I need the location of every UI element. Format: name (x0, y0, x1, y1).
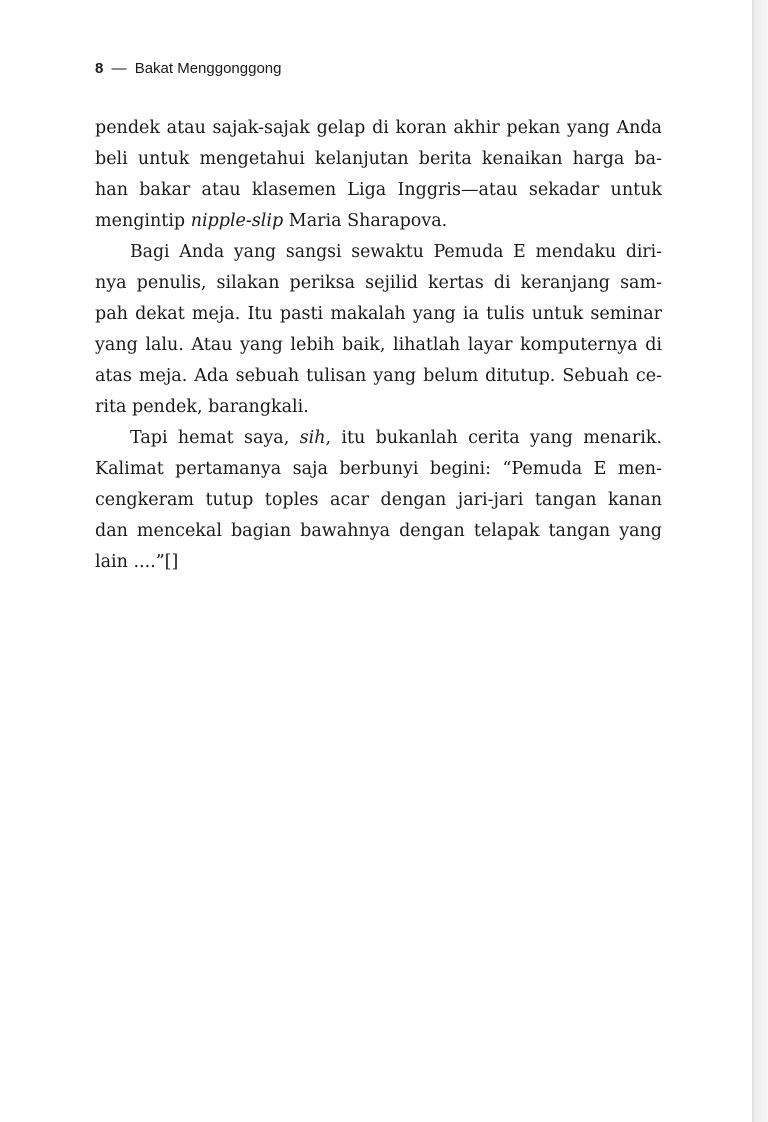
text-line: Kalimat pertamanya saja berbunyi begini: “Pemuda E men- (95, 459, 662, 479)
text-line: pah dekat meja. Itu pasti makalah yang ia tulis untuk seminar (95, 304, 662, 324)
running-title: Bakat Menggonggong (134, 60, 282, 77)
page-edge-shadow (752, 0, 768, 1122)
paragraph-1 (95, 113, 662, 237)
italic-term: sih (299, 428, 326, 448)
text-line: rita pendek, barangkali. (95, 397, 309, 417)
paragraph-2 (95, 237, 662, 423)
running-header (95, 60, 281, 77)
text-line: yang lalu. Atau yang lebih baik, lihatlah layar komputernya di (95, 335, 662, 355)
text-line: atas meja. Ada sebuah tulisan yang belum ditutup. Sebuah ce- (95, 366, 662, 386)
text-line: Bagi Anda yang sangsi sewaktu Pemuda E mendaku diri- (130, 242, 662, 262)
paragraph-3 (95, 423, 662, 578)
text-line: dan mencekal bagian bawahnya dengan telapak tangan yang (95, 521, 662, 541)
text-line: pendek atau sajak-sajak gelap di koran akhir pekan yang Anda (95, 118, 662, 138)
text-line: Tapi hemat saya, sih, itu bukanlah cerita yang menarik. (130, 428, 663, 448)
page-number: 8 (95, 60, 104, 77)
text-line: cengkeram tutup toples acar dengan jari-jari tangan kanan (95, 490, 662, 510)
italic-term: nipple-slip (190, 211, 284, 231)
text-line: han bakar atau klasemen Liga Inggris—atau sekadar untuk (95, 180, 662, 200)
text-line: nya penulis, silakan periksa sejilid kertas di keranjang sam- (95, 273, 662, 293)
text-line: lain ....”[] (95, 552, 179, 572)
text-line: mengintip nipple-slip Maria Sharapova. (95, 211, 448, 231)
header-dash: — (111, 60, 127, 77)
body-text (95, 113, 662, 578)
text-line: beli untuk mengetahui kelanjutan berita kenaikan harga ba- (95, 149, 662, 169)
